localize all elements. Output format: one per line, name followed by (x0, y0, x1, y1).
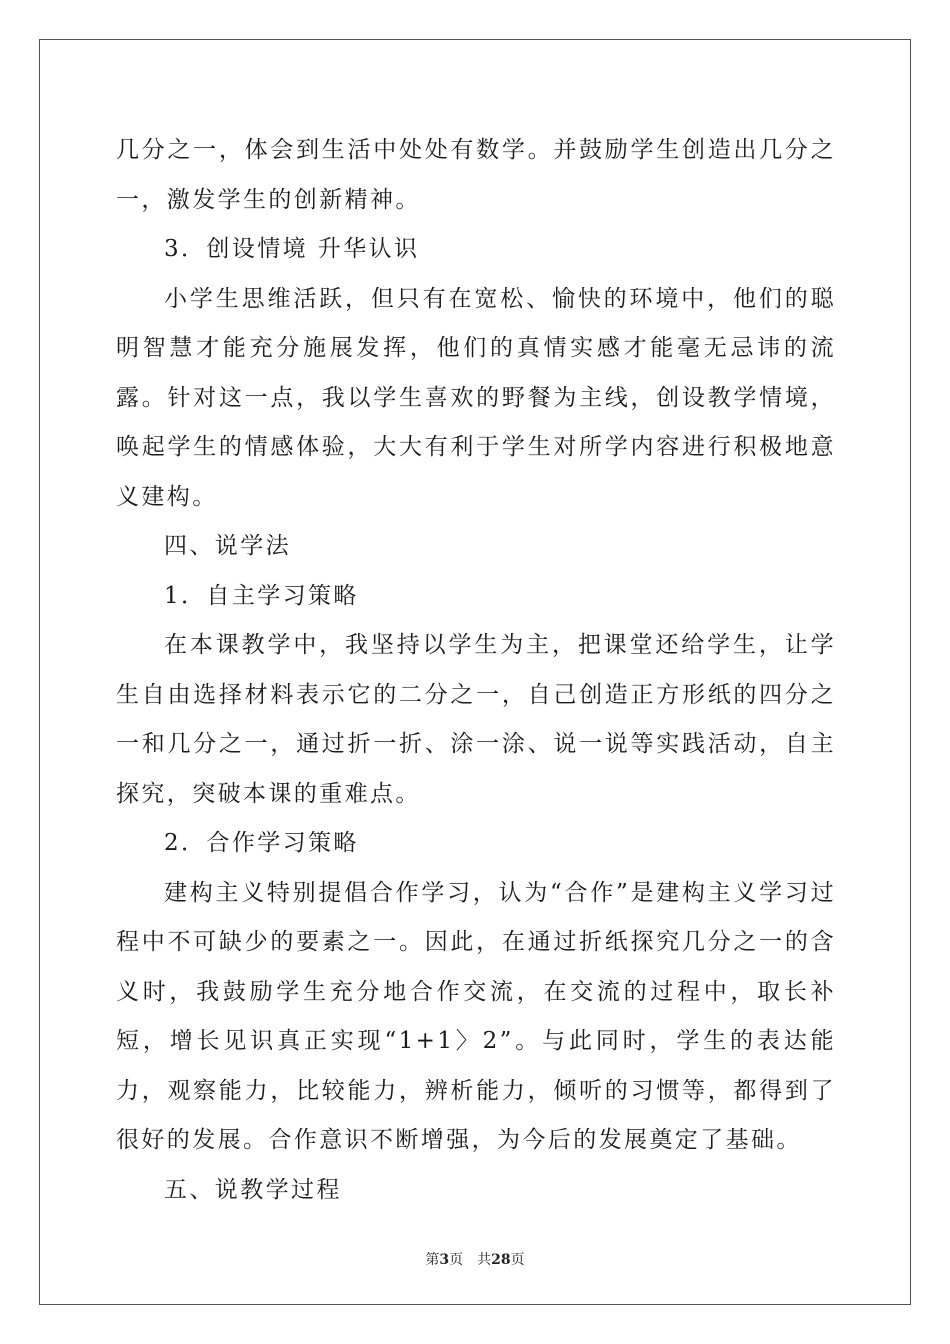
heading-self-learning: 1．自主学习策略 (164, 582, 359, 609)
current-page-number: 3 (439, 1252, 450, 1268)
heading-teaching-process: 五、说教学过程 (164, 1176, 342, 1203)
footer-mid: 页 共 (449, 1252, 492, 1268)
heading-cooperative-learning: 2．合作学习策略 (164, 830, 359, 856)
document-body (116, 126, 836, 1215)
heading-create-situation: 3．创设情境 升华认识 (164, 236, 420, 262)
page-footer (0, 1249, 950, 1269)
paragraph-situation: 小学生思维活跃，但只有在宽松、愉快的环境中，他们的聪明智慧才能充分施展发挥，他们的真情实感才能毫无忌讳的流露。针对这一点，我以学生喜欢的野餐为主线，创设教学情境，唤起学生的情感体验，大大有利于学生对所学内容进行积极地意义建构。 (116, 285, 836, 510)
total-page-count: 28 (491, 1252, 511, 1268)
paragraph-cooperative-learning: 建构主义特别提倡合作学习，认为“合作”是建构主义学习过程中不可缺少的要素之一。因此，在通过折纸探究几分之一的含义时，我鼓励学生充分地合作交流，在交流的过程中，取长补短，增长见识真正实现“1+1〉2”。与此同时，学生的表达能力，观察能力，比较能力，辨析能力，倾听的习惯等，都得到了很好的发展。合作意识不断增强，为今后的发展奠定了基础。 (116, 879, 836, 1153)
paragraph-continuation: 几分之一，体会到生活中处处有数学。并鼓励学生创造出几分之一，激发学生的创新精神。 (116, 137, 836, 213)
paragraph-self-learning: 在本课教学中，我坚持以学生为主，把课堂还给学生，让学生自由选择材料表示它的二分之一，自己创造正方形纸的四分之一和几分之一，通过折一折、涂一涂、说一说等实践活动，自主探究，突破本课的重难点。 (116, 632, 836, 807)
footer-prefix: 第 (425, 1252, 440, 1268)
footer-suffix: 页 (510, 1252, 525, 1268)
heading-learning-methods: 四、说学法 (164, 533, 291, 559)
